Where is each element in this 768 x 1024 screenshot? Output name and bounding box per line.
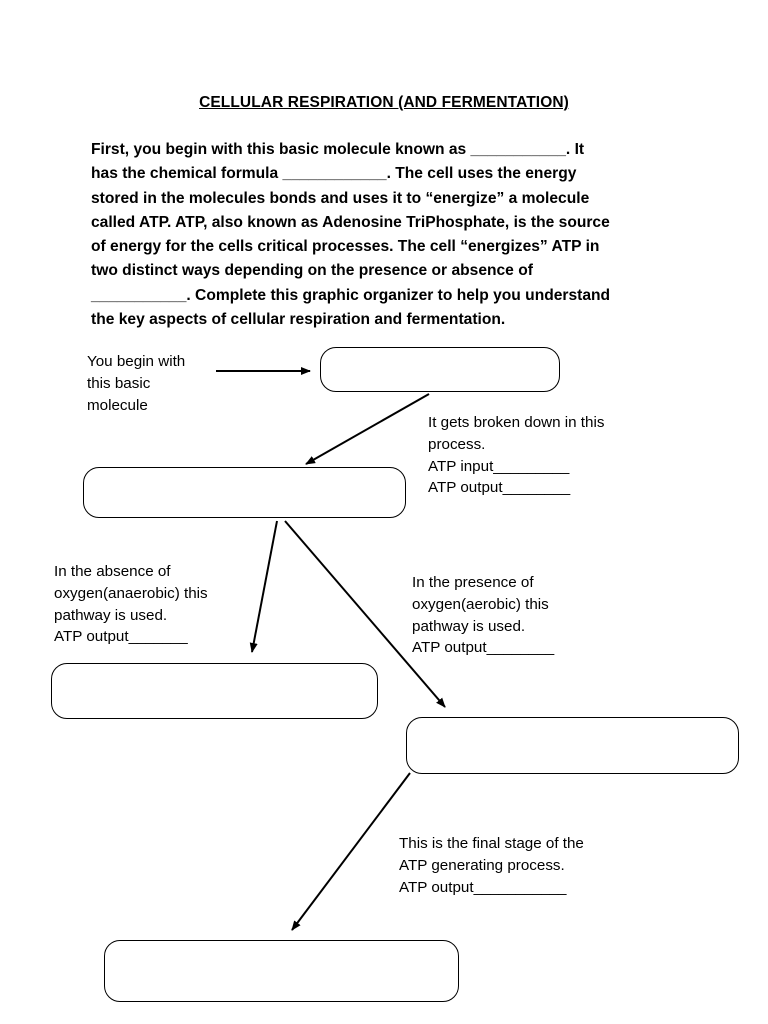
arrow-to-anaerobic	[252, 521, 277, 652]
arrow-to-final	[292, 773, 410, 930]
label-line: This is the final stage of the	[399, 835, 584, 852]
label-line: ATP generating process.	[399, 856, 565, 874]
label-line: ATP output________	[412, 639, 555, 657]
intro-line: two distinct ways depending on the presence or absence of	[91, 262, 533, 280]
label-line: oxygen(aerobic) this	[412, 595, 549, 613]
label-line: ATP output________	[428, 479, 571, 497]
arrow-to-aerobic	[285, 521, 445, 707]
label-line: In the absence of	[54, 563, 171, 580]
intro-line: called ATP. ATP, also known as Adenosine TriPhosphate, is the source	[91, 213, 610, 231]
label-line: It gets broken down in this	[428, 414, 605, 431]
label-line: pathway is used.	[412, 617, 526, 635]
arrow-to-breakdown	[306, 394, 429, 464]
intro-line: the key aspects of cellular respiration and fermentation.	[91, 311, 506, 329]
label-line: pathway is used.	[54, 606, 168, 624]
label-line: You begin with	[87, 353, 186, 370]
intro-line: stored in the molecules bonds and uses it to “energize” a molecule	[91, 189, 590, 207]
label-line: process.	[428, 435, 486, 453]
page-title: CELLULAR RESPIRATION (AND FERMENTATION)	[199, 94, 569, 111]
intro-line: ___________. Complete this graphic organizer to help you understand	[91, 286, 611, 304]
label-line: In the presence of	[412, 574, 534, 591]
label-line: ATP output_______	[54, 628, 188, 646]
label-line: molecule	[87, 396, 148, 414]
label-line: ATP input_________	[428, 457, 570, 475]
intro-line: has the chemical formula ____________. The cell uses the energy	[91, 165, 577, 183]
label-line: oxygen(anaerobic) this	[54, 584, 208, 602]
intro-line: of energy for the cells critical processes. The cell “energizes” ATP in	[91, 238, 600, 256]
intro-line: First, you begin with this basic molecule known as ___________. It	[91, 141, 585, 158]
label-line: ATP output___________	[399, 878, 567, 896]
label-line: this basic	[87, 374, 151, 392]
